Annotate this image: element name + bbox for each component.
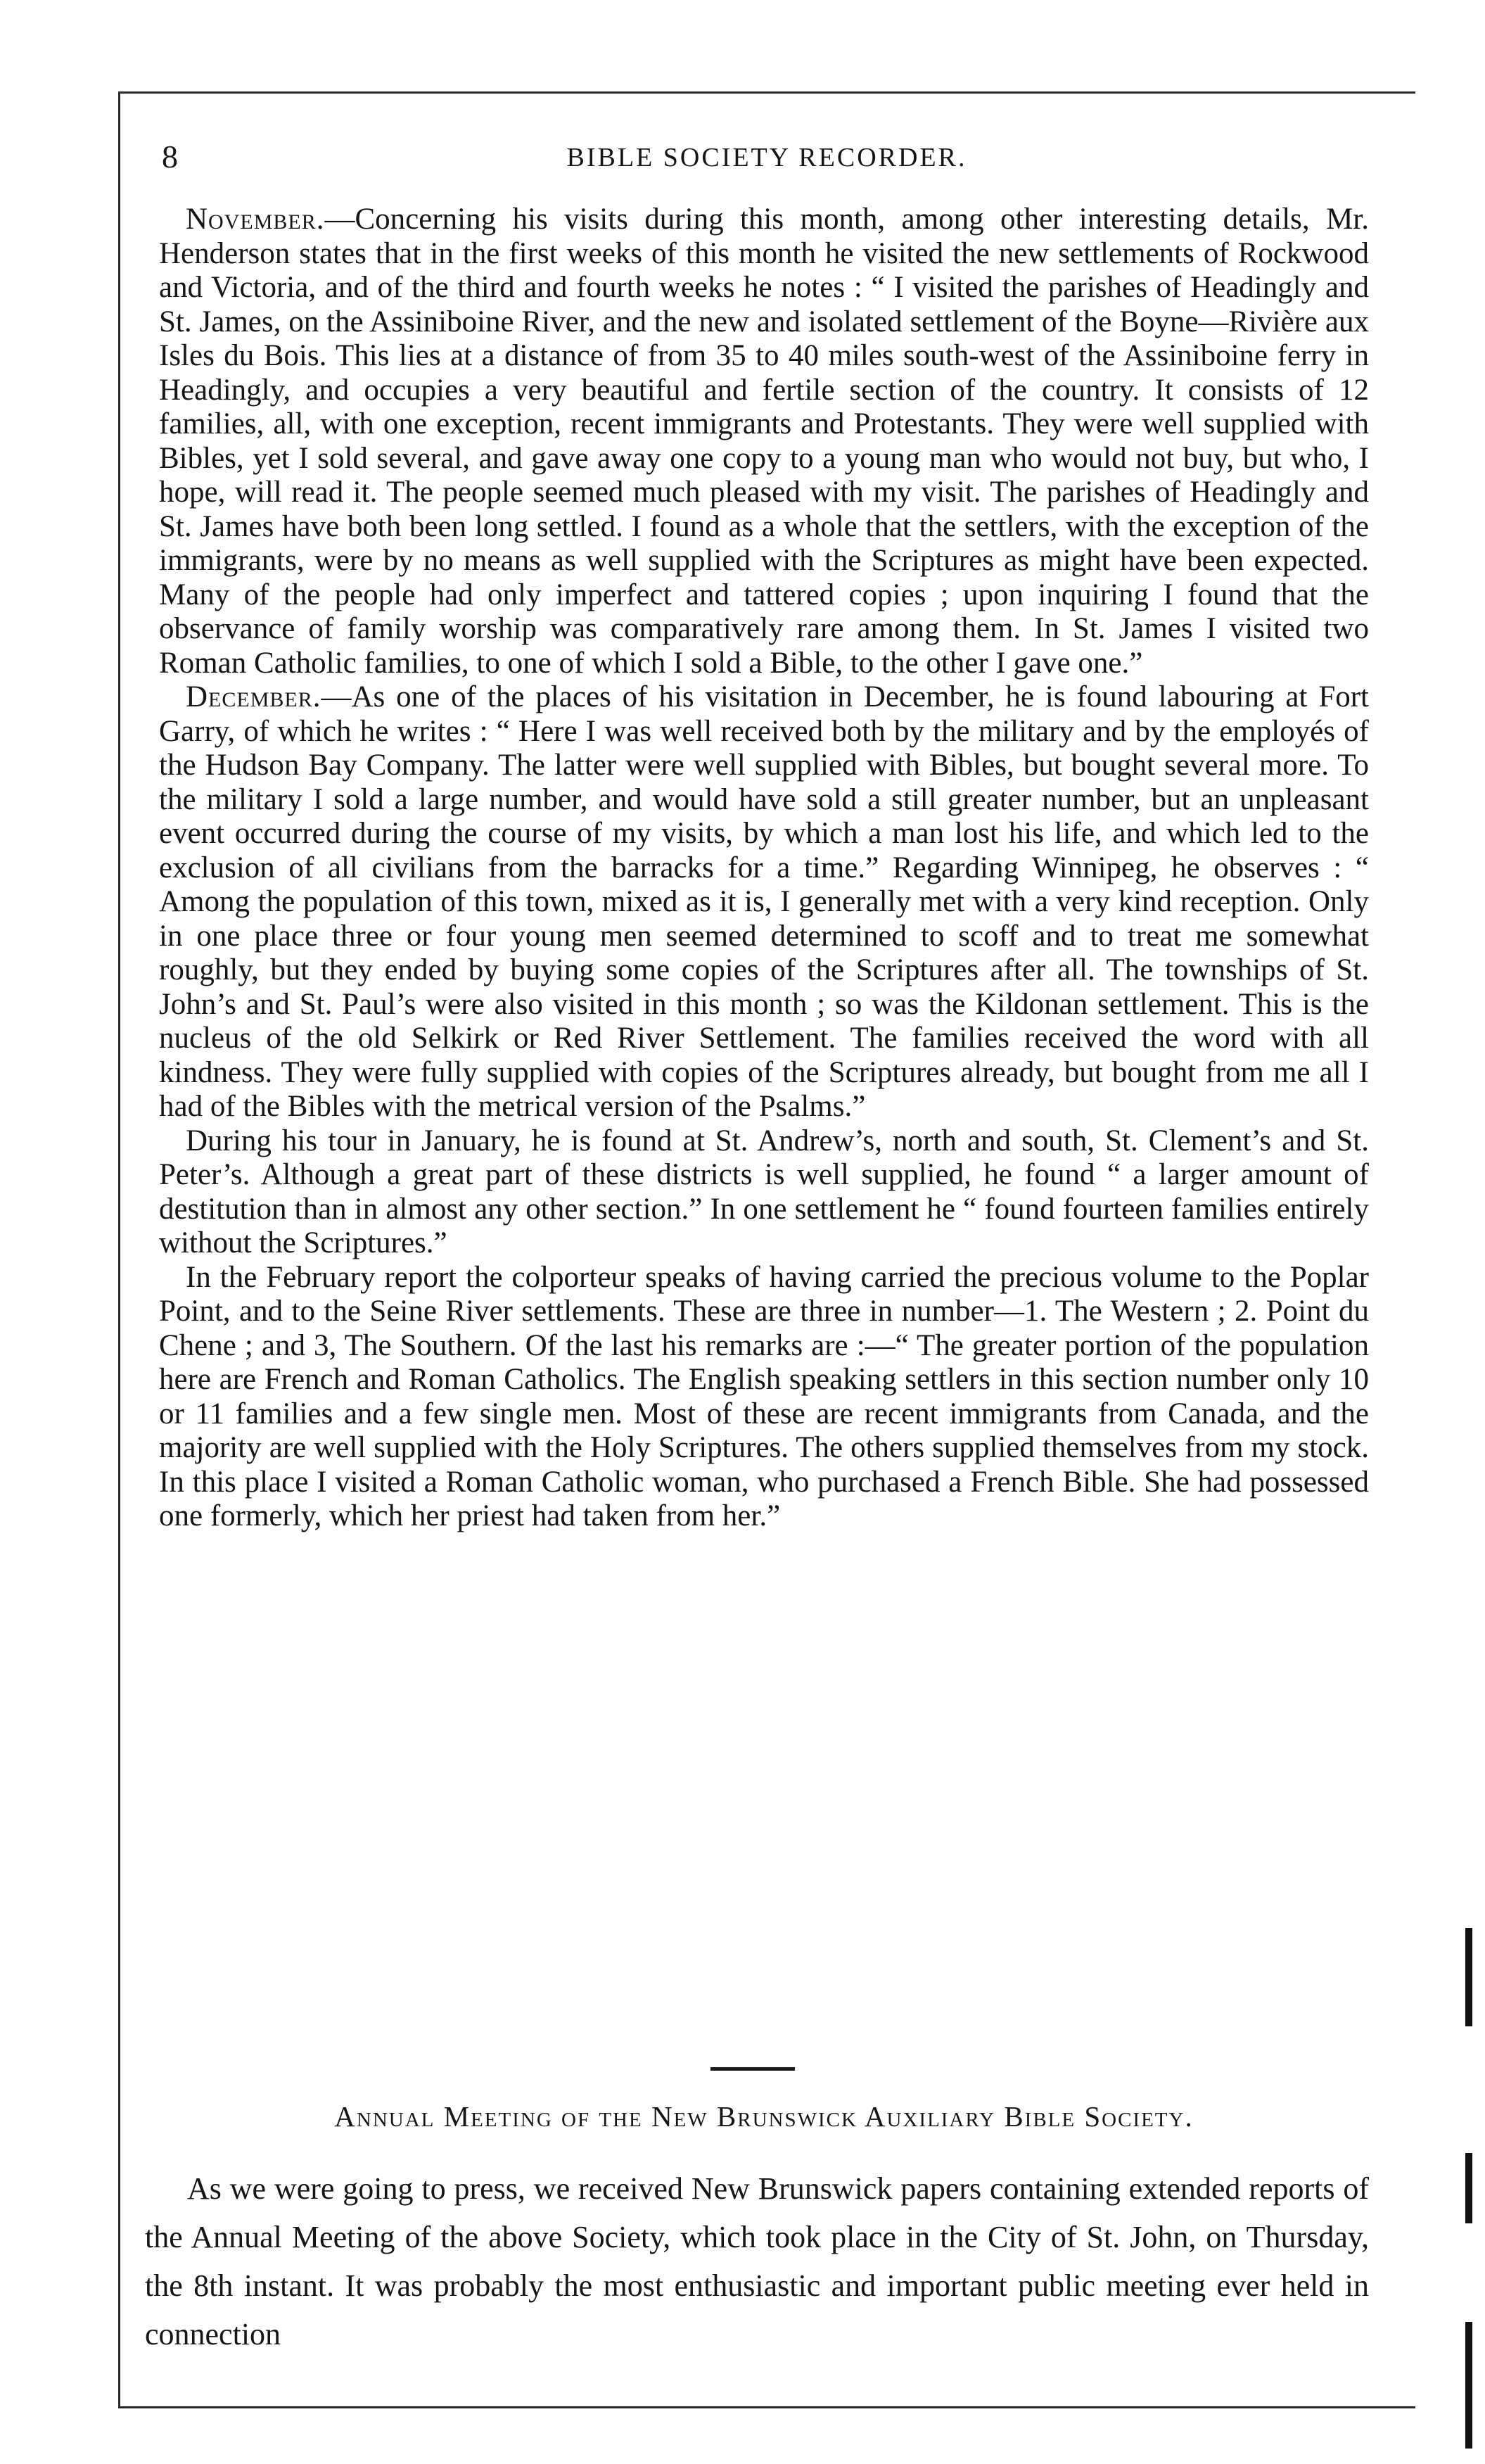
bottom-rule <box>118 2406 1415 2408</box>
paragraph-lead: November. <box>186 203 325 236</box>
edge-scan-mark <box>1465 2153 1472 2223</box>
paragraph-text: In the February report the colporteur speaks of having carried the precious volume to the Poplar Point, and to the Seine River settlements. These are three in number—1. The Western ; 2. Point du Chene ; and 3, The Southern. Of the last his remarks are :—“ The greater portion of the population here are French and Roman Catholics. The English speaking settlers in this section number only 10 or 11 families and a few single men. Most of these are recent immigrants from Canada, and the majority are well supplied with the Holy Scriptures. The others supplied themselves from my stock. In this place I visited a Roman Catholic woman, who purchased a French Bible. She had possessed one formerly, which her priest had taken from her.” <box>159 1260 1369 1532</box>
section-body <box>145 2164 1369 2358</box>
paragraph-december <box>159 680 1369 1124</box>
left-rule <box>118 91 120 2406</box>
edge-scan-mark <box>1465 2322 1472 2449</box>
paragraph-text: —As one of the places of his visitation in December, he is found labouring at Fort Garry, of which he writes : “ Here I was well received both by the military and by the employés of the Hudson Bay Company. The latter were well supplied with Bibles, but bought several more. To the military I sold a large number, and would have sold a still greater number, but an unpleasant event occurred during the course of my visits, by which a man lost his life, and which led to the exclusion of all civilians from the barracks for a time.” Regarding Winnipeg, he observes : “ Among the population of this town, mixed as it is, I generally met with a very kind reception. Only in one place three or four young men seemed determined to scoff and to treat me somewhat roughly, but they ended by buying some copies of the Scriptures after all. The townships of St. John’s and St. Paul’s were also visited in this month ; so was the Kildonan settlement. This is the nucleus of the old Selkirk or Red River Settlement. The families received the word with all kindness. They were fully supplied with copies of the Scriptures already, but bought from me all I had of the Bibles with the metrical version of the Psalms.” <box>159 680 1369 1123</box>
paragraph-february <box>159 1261 1369 1534</box>
paragraph-november <box>159 203 1369 680</box>
edge-scan-mark <box>1465 1928 1472 2026</box>
paragraph-text: —Concerning his visits during this month, among other interesting details, Mr. Henderson states that in the first weeks of this month he visited the new settlements of Rockwood and Victoria, and of the third and fourth weeks he notes : “ I visited the parishes of Headingly and St. James, on the Assiniboine River, and the new and isolated settlement of the Boyne—Rivière aux Isles du Bois. This lies at a distance of from 35 to 40 miles south-west of the Assiniboine ferry in Headingly, and occupies a very beautiful and fertile section of the country. It consists of 12 families, all, with one exception, recent immigrants and Protestants. They were well supplied with Bibles, yet I sold several, and gave away one copy to a young man who would not buy, but who, I hope, will read it. The people seemed much pleased with my visit. The parishes of Headingly and St. James have both been long settled. I found as a whole that the settlers, with the exception of the immigrants, were by no means as well supplied with the Scriptures as might have been expected. Many of the people had only imperfect and tattered copies ; upon inquiring I found that the observance of family worship was comparatively rare among them. In St. James I visited two Roman Catholic families, to one of which I sold a Bible, to the other I gave one.” <box>159 203 1369 680</box>
paragraph-january <box>159 1124 1369 1261</box>
section-heading: Annual Meeting of the New Brunswick Auxiliary Bible Society. <box>334 2100 1194 2133</box>
section-divider <box>710 2067 795 2071</box>
top-rule <box>118 91 1415 94</box>
running-head: BIBLE SOCIETY RECORDER. <box>566 143 967 172</box>
page-number: 8 <box>162 139 178 174</box>
article-body <box>159 203 1369 1534</box>
paragraph-text: During his tour in January, he is found at St. Andrew’s, north and south, St. Clement’s and St. Peter’s. Although a great part of these districts is well supplied, he found “ a larger amount of destitution than in almost any other section.” In one settlement he “ found fourteen families entirely without the Scriptures.” <box>159 1124 1369 1259</box>
section-paragraph: As we were going to press, we received New Brunswick papers containing extended reports of the Annual Meeting of the above Society, which took place in the City of St. John, on Thursday, the 8th instant. It was probably the most enthusiastic and important public meeting ever held in connection <box>145 2171 1369 2351</box>
paragraph-lead: December. <box>186 680 321 713</box>
page-header <box>155 138 1379 180</box>
